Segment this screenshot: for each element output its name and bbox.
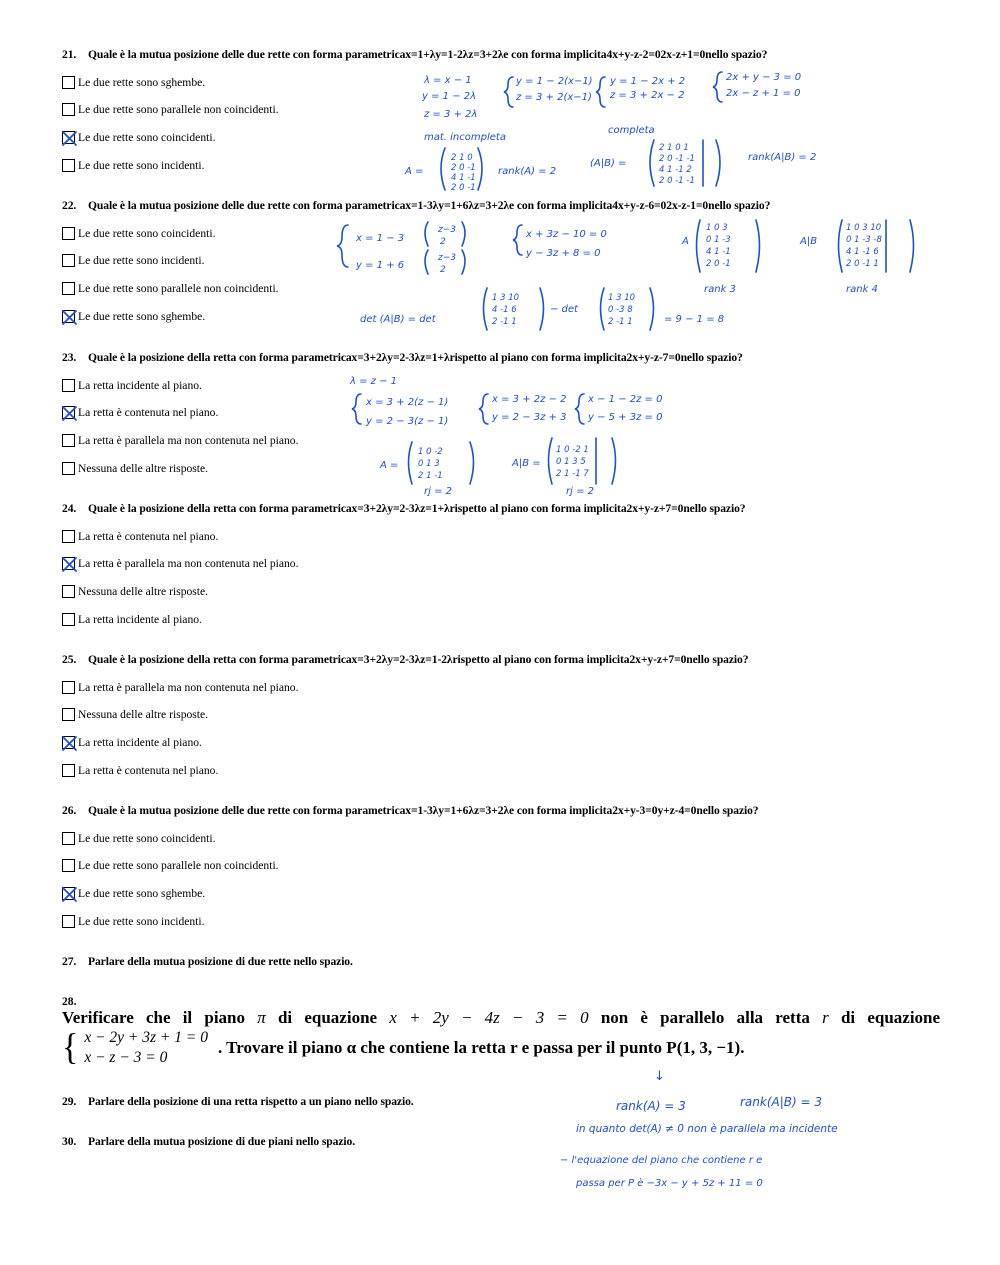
hw-text: completa xyxy=(608,125,655,136)
question-30-title xyxy=(62,1135,355,1148)
question-text: Quale è la posizione della retta con forma parametricax=3+2λy=2-3λz=1+λrispetto al piano con forma implicita2x+y-z+7=0nello spazio? xyxy=(88,502,746,515)
question-text: Parlare della mutua posizione di due piani nello spazio. xyxy=(88,1135,355,1148)
hw-text: in quanto det(A) ≠ 0 non è parallela ma incidente xyxy=(576,1123,838,1135)
svg-text:0 1 -3 -8: 0 1 -3 -8 xyxy=(846,235,882,245)
hw-text: λ = x − 1 xyxy=(424,75,472,86)
answer-option[interactable] xyxy=(62,377,202,393)
hw-text: rj = 2 xyxy=(566,486,594,497)
answer-option[interactable] xyxy=(62,528,218,544)
svg-text:1 3 10: 1 3 10 xyxy=(492,293,520,303)
question-27-title xyxy=(62,955,353,968)
hw-text: y = 2 − 3z + 3 xyxy=(492,412,567,423)
hw-text: A = xyxy=(405,166,424,177)
answer-label: Le due rette sono coincidenti. xyxy=(78,226,216,240)
hw-text: y = 1 + 6 xyxy=(356,260,405,271)
answer-option[interactable] xyxy=(62,225,215,241)
answer-option[interactable] xyxy=(62,611,202,627)
svg-text:2 0 -1 -1: 2 0 -1 -1 xyxy=(659,154,695,164)
answer-option[interactable] xyxy=(62,913,205,929)
answer-label: Le due rette sono sghembe. xyxy=(78,309,206,323)
answer-label: Le due rette sono sghembe. xyxy=(78,886,206,900)
hw-text: y = 2 − 3(z − 1) xyxy=(366,416,449,427)
svg-text:0 1 3 5: 0 1 3 5 xyxy=(556,457,586,467)
question-number: 30. xyxy=(62,1135,77,1148)
hw-arrow: ↓ xyxy=(654,1069,665,1084)
answer-label: Le due rette sono incidenti. xyxy=(78,914,205,928)
answer-label: La retta è parallela ma non contenuta nel piano. xyxy=(78,433,299,447)
hw-text: x − 1 − 2z = 0 xyxy=(588,394,663,405)
checkbox[interactable] xyxy=(62,585,75,598)
question-text: Quale è la mutua posizione delle due rette con forma parametricax=1-3λy=1+6λz=3+2λe con forma implicita4x+y-z-6=02x-z-1=0nello spazio? xyxy=(88,199,771,212)
hw-text: − l'equazione del piano che contiene r e xyxy=(560,1155,763,1166)
svg-text:1 0 3 10: 1 0 3 10 xyxy=(846,223,882,233)
svg-text:2 1 -1: 2 1 -1 xyxy=(418,471,443,481)
svg-text:z−3: z−3 xyxy=(438,253,456,263)
checkbox[interactable] xyxy=(62,103,75,116)
answer-label: La retta è contenuta nel piano. xyxy=(78,406,219,420)
equation-2: x − z − 3 = 0 xyxy=(84,1049,168,1066)
svg-text:2 -1 1: 2 -1 1 xyxy=(608,317,633,327)
svg-text:2 0 -1: 2 0 -1 xyxy=(706,259,731,269)
hw-text: A = xyxy=(380,460,399,471)
answer-option[interactable] xyxy=(62,432,299,448)
answer-label: Le due rette sono parallele non coincidenti. xyxy=(78,859,279,873)
question-text: Quale è la posizione della retta con forma parametricax=3+2λy=2-3λz=1-2λrispetto al piano con forma implicita2x+y-z+7=0nello spazio? xyxy=(88,653,749,666)
answer-label: Le due rette sono coincidenti. xyxy=(78,130,216,144)
answer-option[interactable] xyxy=(62,734,202,750)
question-title xyxy=(62,351,743,364)
hw-text: rank(A|B) = 2 xyxy=(748,152,817,163)
hw-text: λ = z − 1 xyxy=(350,376,398,387)
hw-text: rank 3 xyxy=(704,284,736,295)
question-text: Quale è la mutua posizione delle due rette con forma parametricax=1-3λy=1+6λz=3+2λe con forma implicita2x+y-3=0y+z-4=0nello spazio? xyxy=(88,804,759,817)
answer-label: Nessuna delle altre risposte. xyxy=(78,708,209,722)
hw-text: y = 1 − 2x + 2 xyxy=(610,76,686,87)
hw-text: x + 3z − 10 = 0 xyxy=(526,229,607,240)
question-number: 22. xyxy=(62,199,77,212)
question-number: 26. xyxy=(62,804,77,817)
question-title xyxy=(62,48,767,61)
hw-text: rank(A) = 3 xyxy=(616,1099,686,1113)
svg-text:2 1 0 1: 2 1 0 1 xyxy=(659,143,689,153)
answer-option[interactable] xyxy=(62,460,208,476)
hw-text: y = 1 − 2(x−1) xyxy=(516,76,593,87)
svg-text:2 1 -1 7: 2 1 -1 7 xyxy=(556,469,589,479)
question-28-line1: Verificare che il piano π di equazione x + 2y − 4z − 3 = 0 non è parallelo alla retta r di equazione xyxy=(62,1008,941,1027)
question-number: 24. xyxy=(62,502,77,515)
hw-text: = 9 − 1 = 8 xyxy=(664,314,725,325)
question-number: 27. xyxy=(62,955,77,968)
checkbox[interactable] xyxy=(62,254,75,267)
checkbox[interactable] xyxy=(62,434,75,447)
question-text: Parlare della posizione di una retta rispetto a un piano nello spazio. xyxy=(88,1095,414,1108)
hw-text: det (A|B) = det xyxy=(360,314,436,325)
svg-text:2 0 -1 1: 2 0 -1 1 xyxy=(846,259,879,269)
brace-icon: { xyxy=(62,1027,79,1068)
hw-text: x = 3 + 2(z − 1) xyxy=(366,397,449,408)
svg-text:1 0 -2: 1 0 -2 xyxy=(418,447,443,457)
x-mark-icon xyxy=(61,130,78,147)
x-mark-icon xyxy=(61,309,78,326)
question-title xyxy=(62,653,748,666)
answer-label: Le due rette sono incidenti. xyxy=(78,158,205,172)
checkbox[interactable] xyxy=(62,613,75,626)
hw-text: x = 1 − 3 xyxy=(356,233,405,244)
checkbox[interactable] xyxy=(62,708,75,721)
equation-1: x − 2y + 3z + 1 = 0 xyxy=(84,1029,208,1046)
checkbox-checked[interactable] xyxy=(62,406,75,419)
hw-text: rank 4 xyxy=(846,284,878,295)
checkbox-checked[interactable] xyxy=(62,736,75,749)
x-mark-icon xyxy=(61,405,78,422)
hw-text: x = 3 + 2z − 2 xyxy=(492,394,567,405)
answer-label: Le due rette sono parallele non coincidenti. xyxy=(78,281,279,295)
question-number: 21. xyxy=(62,48,77,61)
checkbox-checked[interactable] xyxy=(62,131,75,144)
svg-text:0 1 3: 0 1 3 xyxy=(418,459,440,469)
answer-option[interactable] xyxy=(62,762,218,778)
answer-label: La retta è contenuta nel piano. xyxy=(78,763,219,777)
answer-option[interactable] xyxy=(62,583,208,599)
answer-label: Le due rette sono sghembe. xyxy=(78,75,206,89)
svg-text:2 0 -1 -1: 2 0 -1 -1 xyxy=(659,176,695,186)
checkbox[interactable] xyxy=(62,379,75,392)
checkbox-checked[interactable] xyxy=(62,557,75,570)
answer-option[interactable] xyxy=(62,858,279,874)
checkbox[interactable] xyxy=(62,159,75,172)
hw-text: rank(A|B) = 3 xyxy=(740,1095,823,1109)
question-text: Parlare della mutua posizione di due rette nello spazio. xyxy=(88,955,353,968)
question-number: 25. xyxy=(62,653,77,666)
answer-option[interactable] xyxy=(62,679,299,695)
svg-text:2: 2 xyxy=(440,265,446,275)
x-mark-icon xyxy=(61,886,78,903)
svg-text:1 0 3: 1 0 3 xyxy=(706,223,728,233)
svg-text:4 1 -1: 4 1 -1 xyxy=(706,247,731,257)
hw-text: z = 3 + 2x − 2 xyxy=(610,90,685,101)
question-text: Quale è la posizione della retta con forma parametricax=3+2λy=2-3λz=1+λrispetto al piano con forma implicita2x+y-z-7=0nello spazio? xyxy=(88,351,743,364)
question-29-title xyxy=(62,1095,414,1108)
svg-text:4 1 -1: 4 1 -1 xyxy=(451,173,476,183)
answer-option[interactable] xyxy=(62,308,205,324)
answer-label: La retta incidente al piano. xyxy=(78,735,202,749)
hw-text: mat. incompleta xyxy=(424,132,506,143)
question-title xyxy=(62,199,770,212)
answer-option[interactable] xyxy=(62,102,279,118)
hw-text: A|B xyxy=(800,236,818,247)
hw-text: passa per P è −3x − y + 5z + 11 = 0 xyxy=(576,1178,763,1189)
answer-label: Nessuna delle altre risposte. xyxy=(78,584,209,598)
svg-text:4 1 -1 2: 4 1 -1 2 xyxy=(659,165,692,175)
checkbox[interactable] xyxy=(62,832,75,845)
question-28-line2: . Trovare il piano α che contiene la retta r e passa per il punto P(1, 3, −1). xyxy=(217,1038,745,1057)
question-title xyxy=(62,502,745,515)
answer-label: La retta incidente al piano. xyxy=(78,378,202,392)
svg-text:4 1 -1 6: 4 1 -1 6 xyxy=(846,247,879,257)
hw-text: z = 3 + 2(x−1) xyxy=(516,92,592,103)
question-number: 28. xyxy=(62,995,77,1008)
answer-option[interactable] xyxy=(62,556,299,572)
checkbox[interactable] xyxy=(62,282,75,295)
svg-text:2 0 -1: 2 0 -1 xyxy=(451,183,476,193)
svg-text:1 0 -2 1: 1 0 -2 1 xyxy=(556,445,589,455)
checkbox-checked[interactable] xyxy=(62,310,75,323)
svg-text:2 0 -1: 2 0 -1 xyxy=(451,163,476,173)
answer-label: Le due rette sono coincidenti. xyxy=(78,831,216,845)
checkbox[interactable] xyxy=(62,859,75,872)
answer-option[interactable] xyxy=(62,157,205,173)
hw-text: 2x + y − 3 = 0 xyxy=(726,72,802,83)
answer-option[interactable] xyxy=(62,253,205,269)
svg-text:2: 2 xyxy=(440,237,446,247)
svg-text:0 1 -3: 0 1 -3 xyxy=(706,235,731,245)
hw-text: 2x − z + 1 = 0 xyxy=(726,88,801,99)
hw-text: − det xyxy=(550,304,578,315)
checkbox[interactable] xyxy=(62,915,75,928)
hw-text: rj = 2 xyxy=(424,486,452,497)
answer-label: La retta è parallela ma non contenuta nel piano. xyxy=(78,557,299,571)
answer-label: Nessuna delle altre risposte. xyxy=(78,461,209,475)
answer-label: La retta è contenuta nel piano. xyxy=(78,529,219,543)
svg-text:2 -1 1: 2 -1 1 xyxy=(492,317,517,327)
hw-text: A|B = xyxy=(512,458,541,469)
checkbox[interactable] xyxy=(62,764,75,777)
question-title xyxy=(62,804,759,817)
answer-label: La retta è parallela ma non contenuta nel piano. xyxy=(78,680,299,694)
answer-label: Le due rette sono parallele non coincidenti. xyxy=(78,103,279,117)
x-mark-icon xyxy=(61,735,78,752)
question-number: 23. xyxy=(62,351,77,364)
checkbox[interactable] xyxy=(62,530,75,543)
hw-text: y − 5 + 3z = 0 xyxy=(588,412,663,423)
checkbox[interactable] xyxy=(62,462,75,475)
question-number: 29. xyxy=(62,1095,77,1108)
answer-label: La retta incidente al piano. xyxy=(78,612,202,626)
answer-option[interactable] xyxy=(62,129,215,145)
hw-text: (A|B) = xyxy=(590,158,627,169)
svg-text:z−3: z−3 xyxy=(438,225,456,235)
answer-option[interactable] xyxy=(62,280,279,296)
checkbox[interactable] xyxy=(62,681,75,694)
svg-text:0 -3 8: 0 -3 8 xyxy=(608,305,633,315)
checkbox-checked[interactable] xyxy=(62,887,75,900)
answer-option[interactable] xyxy=(62,885,205,901)
svg-text:2 1 0: 2 1 0 xyxy=(451,153,473,163)
checkbox[interactable] xyxy=(62,227,75,240)
answer-option[interactable] xyxy=(62,707,208,723)
hw-text: y − 3z + 8 = 0 xyxy=(526,248,601,259)
answer-option[interactable] xyxy=(62,830,215,846)
hw-text: y = 1 − 2λ xyxy=(422,91,477,102)
question-text: Quale è la mutua posizione delle due rette con forma parametricax=1+λy=1-2λz=3+2λe con forma implicita4x+y-z-2=02x-z+1=0nello spazio? xyxy=(88,48,768,61)
answer-option[interactable] xyxy=(62,74,205,90)
checkbox[interactable] xyxy=(62,76,75,89)
hw-text: rank(A) = 2 xyxy=(498,166,557,177)
hw-text: z = 3 + 2λ xyxy=(424,109,478,120)
hw-text: A xyxy=(682,236,689,247)
x-mark-icon xyxy=(61,556,78,573)
answer-label: Le due rette sono incidenti. xyxy=(78,254,205,268)
question-28-system xyxy=(62,1028,744,1068)
answer-option[interactable] xyxy=(62,405,218,421)
svg-text:1 3 10: 1 3 10 xyxy=(608,293,636,303)
svg-text:4 -1 6: 4 -1 6 xyxy=(492,305,517,315)
